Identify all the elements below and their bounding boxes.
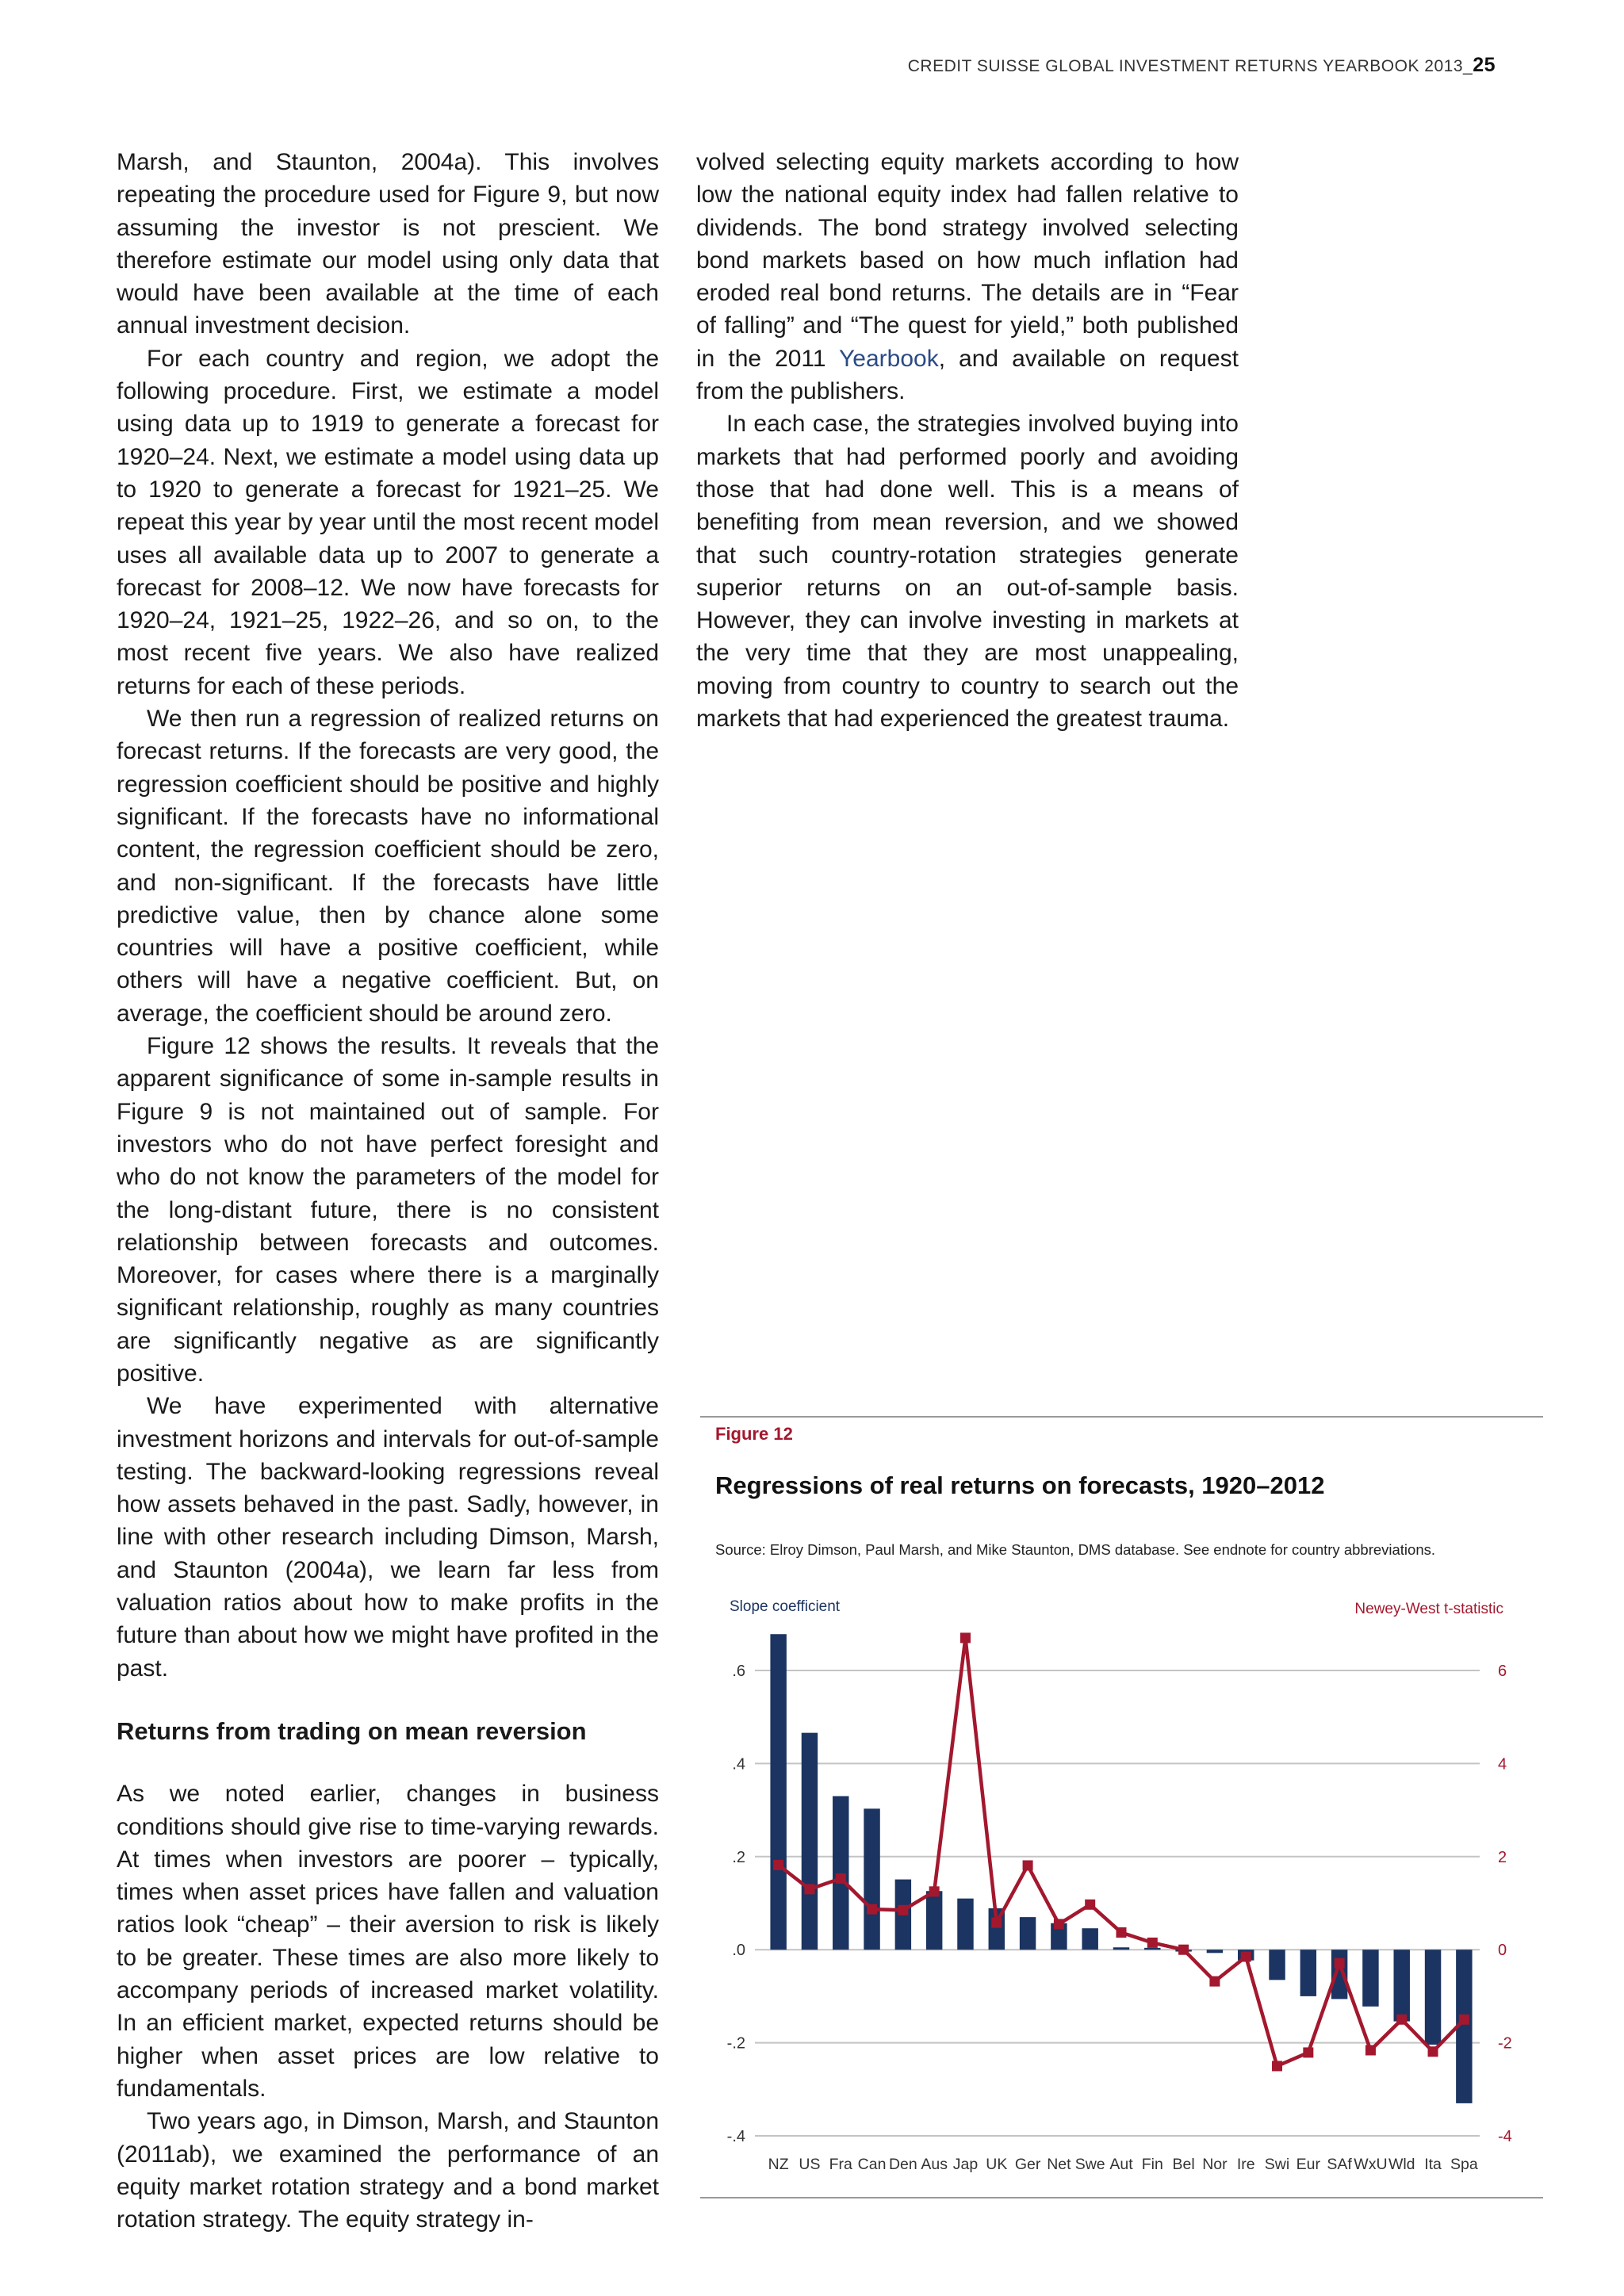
figure-bottom-rule [700, 2197, 1543, 2198]
text: volved selecting equity markets according to how low the national equity index had fallen relative to dividends. The bond strategy involved selecting bond markets based on how much inflation had eroded real bond returns. The details are in “Fear of falling” and “The quest for yield,” both published in the 2011 [696, 149, 1239, 372]
paragraph: In each case, the strategies involved buying into markets that had performed poorly and avoiding those that had done well. This is a means of benefiting from mean reversion, and we showed that such country-rotation strategies generate superior returns on an out-of-sample basis. However, they can involve investing in markets at the very time that they are most unappealing, moving from country to country to search out the markets that had experienced the greatest trauma. [696, 411, 1239, 733]
bar-Jap [957, 1899, 973, 1950]
t-stat-marker-Aut [1116, 1927, 1127, 1938]
paragraph: Marsh, and Staunton, 2004a). This involves repeating the procedure used for Figure 9, but now assuming the investor is not prescient. We therefore estimate our model using only data that would have been available at the time of each annual investment decision. [117, 149, 659, 339]
category-label: Bel [1172, 2156, 1195, 2173]
category-label: SAf [1327, 2156, 1352, 2173]
t-stat-marker-Can [867, 1904, 877, 1915]
right-tick-label: 6 [1498, 1663, 1507, 1680]
left-column [117, 146, 659, 2236]
left-tick-label: .6 [732, 1663, 745, 1680]
t-stat-marker-Aus [929, 1886, 940, 1896]
right-tick-label: -2 [1498, 2034, 1512, 2053]
figure-title: Regressions of real returns on forecasts, 1920–2012 [715, 1471, 1325, 1499]
paragraph: Figure 12 shows the results. It reveals that the apparent significance of some in-sample results in Figure 9 is not maintained out of sample. For investors who do not have perfect foresight and who do not know the parameters of the model for the long-distant future, there is no consistent relationship between forecasts and outcomes. Moreover, for cases where there is a marginally significant relationship, roughly as many countries are significantly negative as are significantly positive. [117, 1033, 659, 1387]
left-tick-label: .2 [732, 1848, 745, 1866]
section-heading: Returns from trading on mean reversion [117, 1716, 587, 1745]
category-label: Swi [1264, 2156, 1290, 2173]
yearbook-link[interactable]: Yearbook [839, 345, 939, 372]
t-stat-marker-WxU [1365, 2045, 1376, 2055]
right-tick-label: 2 [1498, 1848, 1507, 1866]
category-label: Wld [1388, 2156, 1415, 2173]
category-label: UK [986, 2156, 1008, 2173]
bar-Fin [1144, 1948, 1160, 1950]
t-stat-marker-UK [991, 1918, 1002, 1928]
figure-top-rule [700, 1416, 1543, 1418]
category-label: Fin [1141, 2156, 1163, 2173]
right-column [696, 146, 1239, 735]
running-title: CREDIT SUISSE GLOBAL INVESTMENT RETURNS YEARBOOK 2013_ [907, 57, 1473, 75]
figure-label: Figure 12 [715, 1424, 793, 1444]
category-label: Fra [829, 2156, 852, 2173]
category-label: Ger [1014, 2156, 1041, 2173]
t-stat-marker-Nor [1209, 1976, 1220, 1987]
bar-Ita [1425, 1950, 1441, 2045]
category-label: Jap [952, 2156, 979, 2173]
t-stat-marker-Fin [1147, 1938, 1158, 1948]
running-header [908, 54, 1496, 77]
category-label: Aut [1109, 2156, 1133, 2173]
category-label: Aus [921, 2156, 948, 2173]
category-label: Can [857, 2156, 887, 2173]
bar-WxU [1362, 1950, 1378, 2007]
left-axis-title: Slope coefficient [730, 1598, 841, 1615]
right-axis-title: Newey-West t-statistic [1354, 1601, 1503, 1617]
bar-Swi [1269, 1950, 1285, 1980]
t-stat-marker-US [804, 1884, 814, 1894]
left-tick-label: -.2 [726, 2034, 745, 2053]
right-tick-label: 0 [1498, 1942, 1507, 1960]
bar-Can [864, 1808, 879, 1950]
bar-Nor [1207, 1950, 1223, 1953]
page-number: 25 [1473, 54, 1496, 76]
t-stat-marker-Ger [1023, 1860, 1033, 1870]
bar-Aus [926, 1891, 942, 1950]
bar-Wld [1394, 1950, 1410, 2021]
t-stat-marker-Swi [1272, 2061, 1282, 2071]
t-stat-marker-Bel [1178, 1945, 1189, 1955]
bar-NZ [770, 1634, 786, 1950]
category-label: Swe [1074, 2156, 1105, 2173]
t-stat-marker-Wld [1396, 2015, 1407, 2025]
t-stat-marker-SAf [1335, 1958, 1345, 1969]
category-label: Spa [1450, 2156, 1478, 2173]
paragraph: As we noted earlier, changes in business conditions should give rise to time-varying rewards. At times when investors are poorer – typically, times when asset prices have fallen and valuation ratios look “cheap” – their aversion to risk is likely to be greater. These times are also more likely to accompany periods of increased market volatility. In an efficient market, expected returns should be higher when asset prices are low relative to fundamentals. [117, 1781, 659, 2102]
right-tick-label: -4 [1498, 2128, 1512, 2145]
bar-Eur [1300, 1950, 1316, 1996]
right-tick-label: 4 [1498, 1755, 1507, 1774]
category-label: Eur [1296, 2156, 1321, 2173]
category-label: NZ [768, 2156, 789, 2173]
left-tick-label: -.4 [726, 2128, 745, 2145]
bar-Fra [833, 1796, 848, 1950]
chart [700, 1578, 1543, 2188]
paragraph: For each country and region, we adopt the following procedure. First, we estimate a model using data up to 1919 to generate a forecast for 1920–24. Next, we estimate a model using data up to 1920 to generate a forecast for 1921–25. We repeat this year by year until the most recent model uses all available data up to 2007 to generate a forecast for 2008–12. We now have forecasts for 1920–24, 1921–25, 1922–26, and so on, to the most recent five years. We also have realized returns for each of these periods. [117, 345, 659, 699]
t-stat-marker-Net [1054, 1919, 1064, 1929]
paragraph: Two years ago, in Dimson, Marsh, and Staunton (2011ab), we examined the performance of an equity market rotation strategy and a bond market rotation strategy. The equity strategy in- [117, 2108, 659, 2233]
category-label: Ire [1236, 2156, 1255, 2173]
category-label: Nor [1202, 2156, 1228, 2173]
paragraph: We then run a regression of realized returns on forecast returns. If the forecasts are very good, the regression coefficient should be positive and highly significant. If the forecasts have no informational content, the regression coefficient should be zero, and non-significant. If the forecasts have little predictive value, then by chance alone some countries will have a positive coefficient, while others will have a negative coefficient. But, on average, the coefficient should be around zero. [117, 706, 659, 1027]
t-stat-marker-Ita [1428, 2046, 1438, 2057]
t-stat-marker-Eur [1303, 2047, 1313, 2057]
text: , and available on request from the publishers. [696, 345, 1239, 405]
t-stat-marker-Spa [1459, 2015, 1469, 2025]
category-label: WxU [1354, 2156, 1388, 2173]
t-stat-marker-NZ [773, 1860, 783, 1870]
figure-source: Source: Elroy Dimson, Paul Marsh, and Mike Staunton, DMS database. See endnote for country abbreviations. [715, 1541, 1436, 1558]
left-tick-label: .4 [732, 1755, 745, 1774]
category-label: Net [1047, 2156, 1071, 2173]
bar-Ger [1020, 1917, 1036, 1950]
category-label: Ita [1424, 2156, 1442, 2173]
category-label: Den [888, 2156, 917, 2173]
bar-US [802, 1733, 818, 1950]
t-stat-marker-Fra [836, 1873, 846, 1884]
left-tick-label: .0 [732, 1942, 745, 1960]
bar-Aut [1113, 1947, 1129, 1950]
t-stat-marker-Jap [960, 1632, 971, 1643]
bar-Swe [1082, 1928, 1097, 1950]
t-stat-marker-Ire [1241, 1952, 1251, 1962]
t-stat-marker-Swe [1085, 1900, 1095, 1910]
paragraph: We have experimented with alternative investment horizons and intervals for out-of-sample testing. The backward-looking regressions reveal how assets behaved in the past. Sadly, however, in line with other research including Dimson, Marsh, and Staunton (2004a), we learn far less from valuation ratios about how to make profits in the future than about how we might have profited in the past. [117, 1393, 659, 1682]
category-label: US [799, 2156, 821, 2173]
t-stat-marker-Den [898, 1905, 908, 1915]
t-stat-line [779, 1638, 1465, 2066]
paragraph [696, 146, 1239, 408]
